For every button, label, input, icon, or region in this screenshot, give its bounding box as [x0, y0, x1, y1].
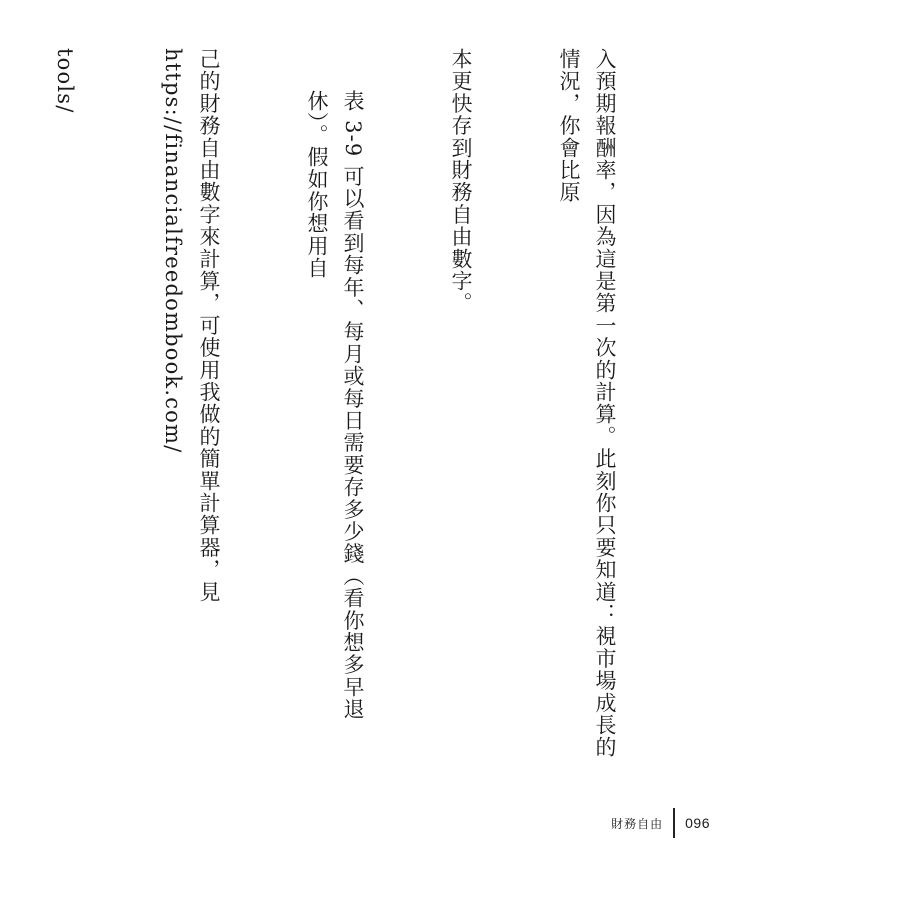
- body-line-2: 本更快存到財務自由數字。: [449, 48, 473, 315]
- page-number: 096: [685, 815, 710, 831]
- body-line-1: 入預期報酬率，因為這是第一次的計算。此刻你只要知道：視市場成長的情況，你會比原: [557, 48, 617, 759]
- vertical-text-block: [0, 48, 695, 768]
- running-header: 財務自由: [611, 816, 664, 831]
- page-footer: [611, 806, 710, 840]
- body-line-4: 己的財務自由數字來計算，可使用我做的簡單計算器，見 https://financialfreedombook.com/: [161, 48, 221, 611]
- footer-divider: [673, 808, 675, 838]
- body-line-5: tools/: [53, 48, 77, 114]
- body-line-3: 表 3-9 可以看到每年、每月或每日需要存多少錢（看你想多早退休）。假如你想用自: [305, 90, 365, 721]
